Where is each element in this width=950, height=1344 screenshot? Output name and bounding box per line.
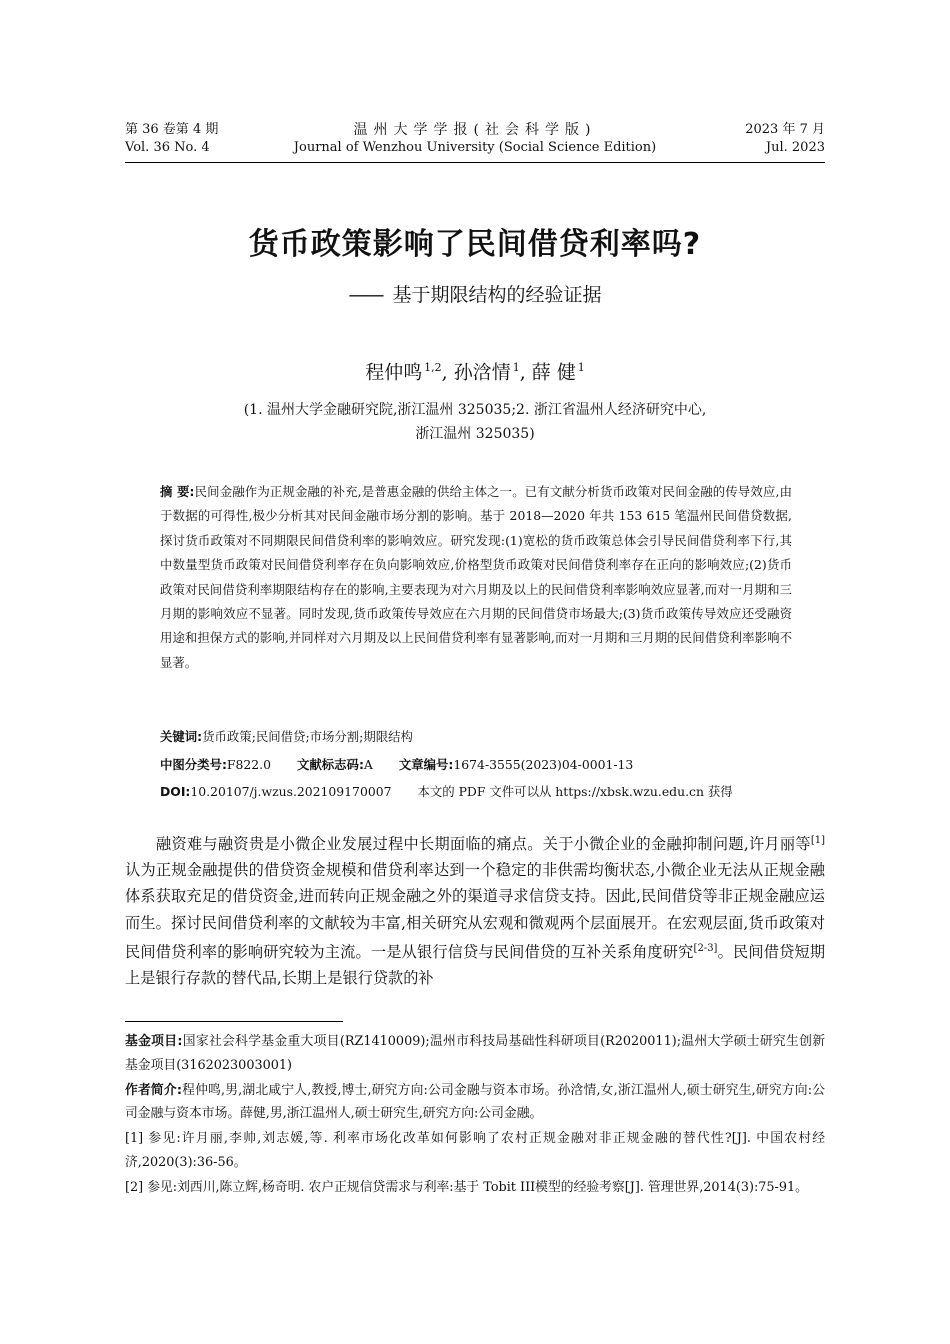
abstract — [160, 480, 792, 675]
clc-label: 中图分类号: — [160, 757, 227, 772]
author-affiliation-mark: 1 — [577, 361, 585, 374]
footnote-reference: [1] 参见:许月丽,李帅,刘志媛,等. 利率市场化改革如何影响了农村正规金融对非正规金融的替代性?[J]. 中国农村经济,2020(3):36-56。 — [125, 1131, 825, 1170]
doi-label: DOI: — [160, 784, 191, 799]
footnotes — [125, 1030, 825, 1201]
body-text-segment: 认为正规金融提供的借贷资金规模和借贷利率达到一个稳定的非供需均衡状态,小微企业无法从正规金融体系获取充足的借贷资金,进而转向正规金融之外的渠道寻求信贷支持。因此,民间借贷等非正规金融应运而生。探讨民间借贷利率的文献较为丰富,相关研究从宏观和微观两个层面展开。在宏观层面,货币政策对民间借贷利率的影响研究较为主流。一是从银行信贷与民间借贷的互补关系角度研究 — [125, 861, 825, 961]
header-volume-en: Vol. 36 No. 4 — [125, 140, 210, 155]
doc-code-value: A — [363, 757, 373, 772]
author-name: 薛 健 — [531, 361, 576, 384]
footnote-funding — [125, 1030, 825, 1077]
author-separator: , — [519, 361, 526, 384]
footnote-author-bio — [125, 1079, 825, 1126]
doi-line — [160, 782, 792, 802]
footnote-reference: [2] 参见:刘西川,陈立辉,杨奇明. 农户正规信贷需求与利率:基于 Tobit III模型的经验考察[J]. 管理世界,2014(3):75-91。 — [125, 1179, 808, 1195]
author-name: 孙浛情 — [453, 361, 511, 384]
affiliations — [150, 398, 800, 446]
keywords-text: 货币政策;民间借贷;市场分割;期限结构 — [202, 729, 413, 744]
author-affiliation-mark: 1,2 — [424, 361, 442, 374]
doc-code-label: 文献标志码: — [297, 757, 364, 772]
subtitle-dash: —— — [348, 284, 383, 306]
body-text-segment: 融资难与融资贵是小微企业发展过程中长期面临的痛点。关于小微企业的金融抑制问题,许月丽等 — [156, 835, 811, 854]
header-date-cn: 2023 年 7 月 — [745, 122, 825, 137]
header-volume-cn: 第 36 卷第 4 期 — [125, 122, 219, 137]
keywords — [160, 727, 792, 747]
body-text-segment: 。民间借贷短期上是银行存款的替代品,长期上是银行贷款的补 — [125, 942, 826, 988]
affiliation-line: (1. 温州大学金融研究院,浙江温州 325035;2. 浙江省温州人经济研究中心, — [243, 402, 707, 418]
header-date — [745, 121, 825, 157]
affiliation-line: 浙江温州 325035) — [415, 426, 535, 442]
header-journal-en: Journal of Wenzhou University (Social Science Edition) — [293, 140, 657, 155]
abstract-label: 摘 要: — [160, 484, 195, 499]
header-journal — [270, 121, 680, 157]
classification — [160, 755, 792, 775]
author-name: 程仲鸣 — [365, 361, 423, 384]
author-list — [125, 354, 825, 386]
body-paragraph — [125, 828, 825, 991]
header-journal-cn: 温州大学学报(社会科学版) — [353, 122, 597, 138]
clc-value: F822.0 — [226, 757, 271, 772]
author-separator: , — [441, 361, 448, 384]
author-bio-label: 作者简介: — [125, 1082, 182, 1098]
pdf-availability-note: 本文的 PDF 文件可以从 https://xbsk.wzu.edu.cn 获得 — [417, 784, 733, 799]
citation-ref[interactable]: [2-3] — [693, 942, 718, 954]
header-date-en: Jul. 2023 — [765, 140, 825, 155]
funding-text: 国家社会科学基金重大项目(RZ1410009);温州市科技局基础性科研项目(R2020011);温州大学硕士研究生创新基金项目(3162023003001) — [125, 1034, 825, 1073]
header-divider — [125, 162, 825, 163]
article-id-value: 1674-3555(2023)04-0001-13 — [453, 757, 634, 772]
header-volume — [125, 121, 218, 157]
citation-ref[interactable]: [1] — [810, 835, 825, 846]
author-affiliation-mark: 1 — [512, 361, 520, 374]
doi-value[interactable]: 10.20107/j.wzus.202109170007 — [190, 784, 392, 799]
footnote-divider — [125, 1021, 343, 1022]
funding-label: 基金项目: — [125, 1034, 183, 1049]
abstract-text: 民间金融作为正规金融的补充,是普惠金融的供给主体之一。已有文献分析货币政策对民间金融的传导效应,由于数据的可得性,极少分析其对民间金融市场分割的影响。基于 2018—2020 年共 153 615 笔温州民间借贷数据,探讨货币政策对不同期限民间借贷利率的影响效应。研究发现:(1)宽松的货币政策总体会引导民间借贷利率下行,其中数量型货币政策对民间借贷利率存在负向影响效应,价格型货币政策对民间借贷利率存在正向的影响效应;(2)货币政策对民间借贷利率期限结构存在的影响,主要表现为对六月期及以上的民间借贷利率影响效应显著,而对一月期和三月期的影响效应不显著。同时发现,货币政策传导效应在六月期的民间借贷市场最大;(3)货币政策传导效应还受融资用途和担保方式的影响,并同样对六月期及以上民间借贷利率有显著影响,而对一月期和三月期的民间借贷利率影响不显著。 — [160, 484, 792, 670]
author-bio-text: 程仲鸣,男,湖北咸宁人,教授,博士,研究方向:公司金融与资本市场。孙浛情,女,浙江温州人,硕士研究生,研究方向:公司金融与资本市场。薛健,男,浙江温州人,硕士研究生,研究方向:公司金融。 — [125, 1082, 825, 1121]
article-title: 货币政策影响了民间借贷利率吗? — [248, 227, 702, 262]
article-subtitle — [125, 282, 825, 308]
keywords-label: 关键词: — [160, 729, 203, 744]
article-id-label: 文章编号: — [398, 757, 454, 772]
subtitle-text: 基于期限结构的经验证据 — [392, 284, 602, 306]
